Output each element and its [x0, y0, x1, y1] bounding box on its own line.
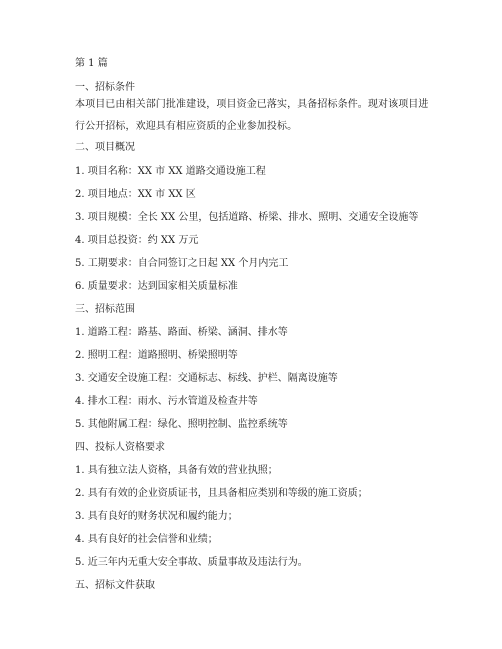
list-item: 3. 具有良好的财务状况和履约能力；: [75, 511, 238, 522]
list-item: 4. 项目总投资：约 XX 万元: [75, 235, 199, 246]
part-label: 第 1 篇: [75, 58, 108, 69]
list-item: 5. 工期要求：自合同签订之日起 XX 个月内完工: [75, 258, 289, 269]
list-item: 3. 交通安全设施工程：交通标志、标线、护栏、隔离设施等: [75, 373, 338, 384]
list-item: 2. 照明工程：道路照明、桥梁照明等: [75, 350, 238, 361]
list-item: 4. 具有良好的社会信誉和业绩；: [75, 534, 218, 545]
list-item: 1. 道路工程：路基、路面、桥梁、涵洞、排水等: [75, 327, 288, 338]
list-item: 1. 项目名称：XX 市 XX 道路交通设施工程: [75, 166, 266, 177]
section-heading-2: 二、项目概况: [75, 142, 135, 153]
list-item: 6. 质量要求：达到国家相关质量标准: [75, 281, 238, 292]
section-heading-5: 五、招标文件获取: [75, 580, 155, 591]
list-item: 1. 具有独立法人资格，具备有效的营业执照；: [75, 465, 278, 476]
list-item: 4. 排水工程：雨水、污水管道及检查井等: [75, 396, 258, 407]
list-item: 5. 其他附属工程：绿化、照明控制、监控系统等: [75, 419, 288, 430]
section-paragraph-1: 本项目已由相关部门批准建设，项目资金已落实，具备招标条件。现对该项目进行公开招标，欢迎具有相应资质的企业参加投标。: [75, 99, 429, 132]
section-heading-1: 一、招标条件: [75, 82, 135, 93]
section-heading-3: 三、招标范围: [75, 304, 135, 315]
list-item: 5. 近三年内无重大安全事故、质量事故及违法行为。: [75, 557, 308, 568]
list-item: 2. 项目地点：XX 市 XX 区: [75, 189, 196, 200]
section-heading-4: 四、投标人资格要求: [75, 442, 165, 453]
list-item: 3. 项目规模：全长 XX 公里，包括道路、桥梁、排水、照明、交通安全设施等: [75, 212, 419, 223]
list-item: 2. 具有有效的企业资质证书，且具备相应类别和等级的施工资质；: [75, 488, 368, 499]
